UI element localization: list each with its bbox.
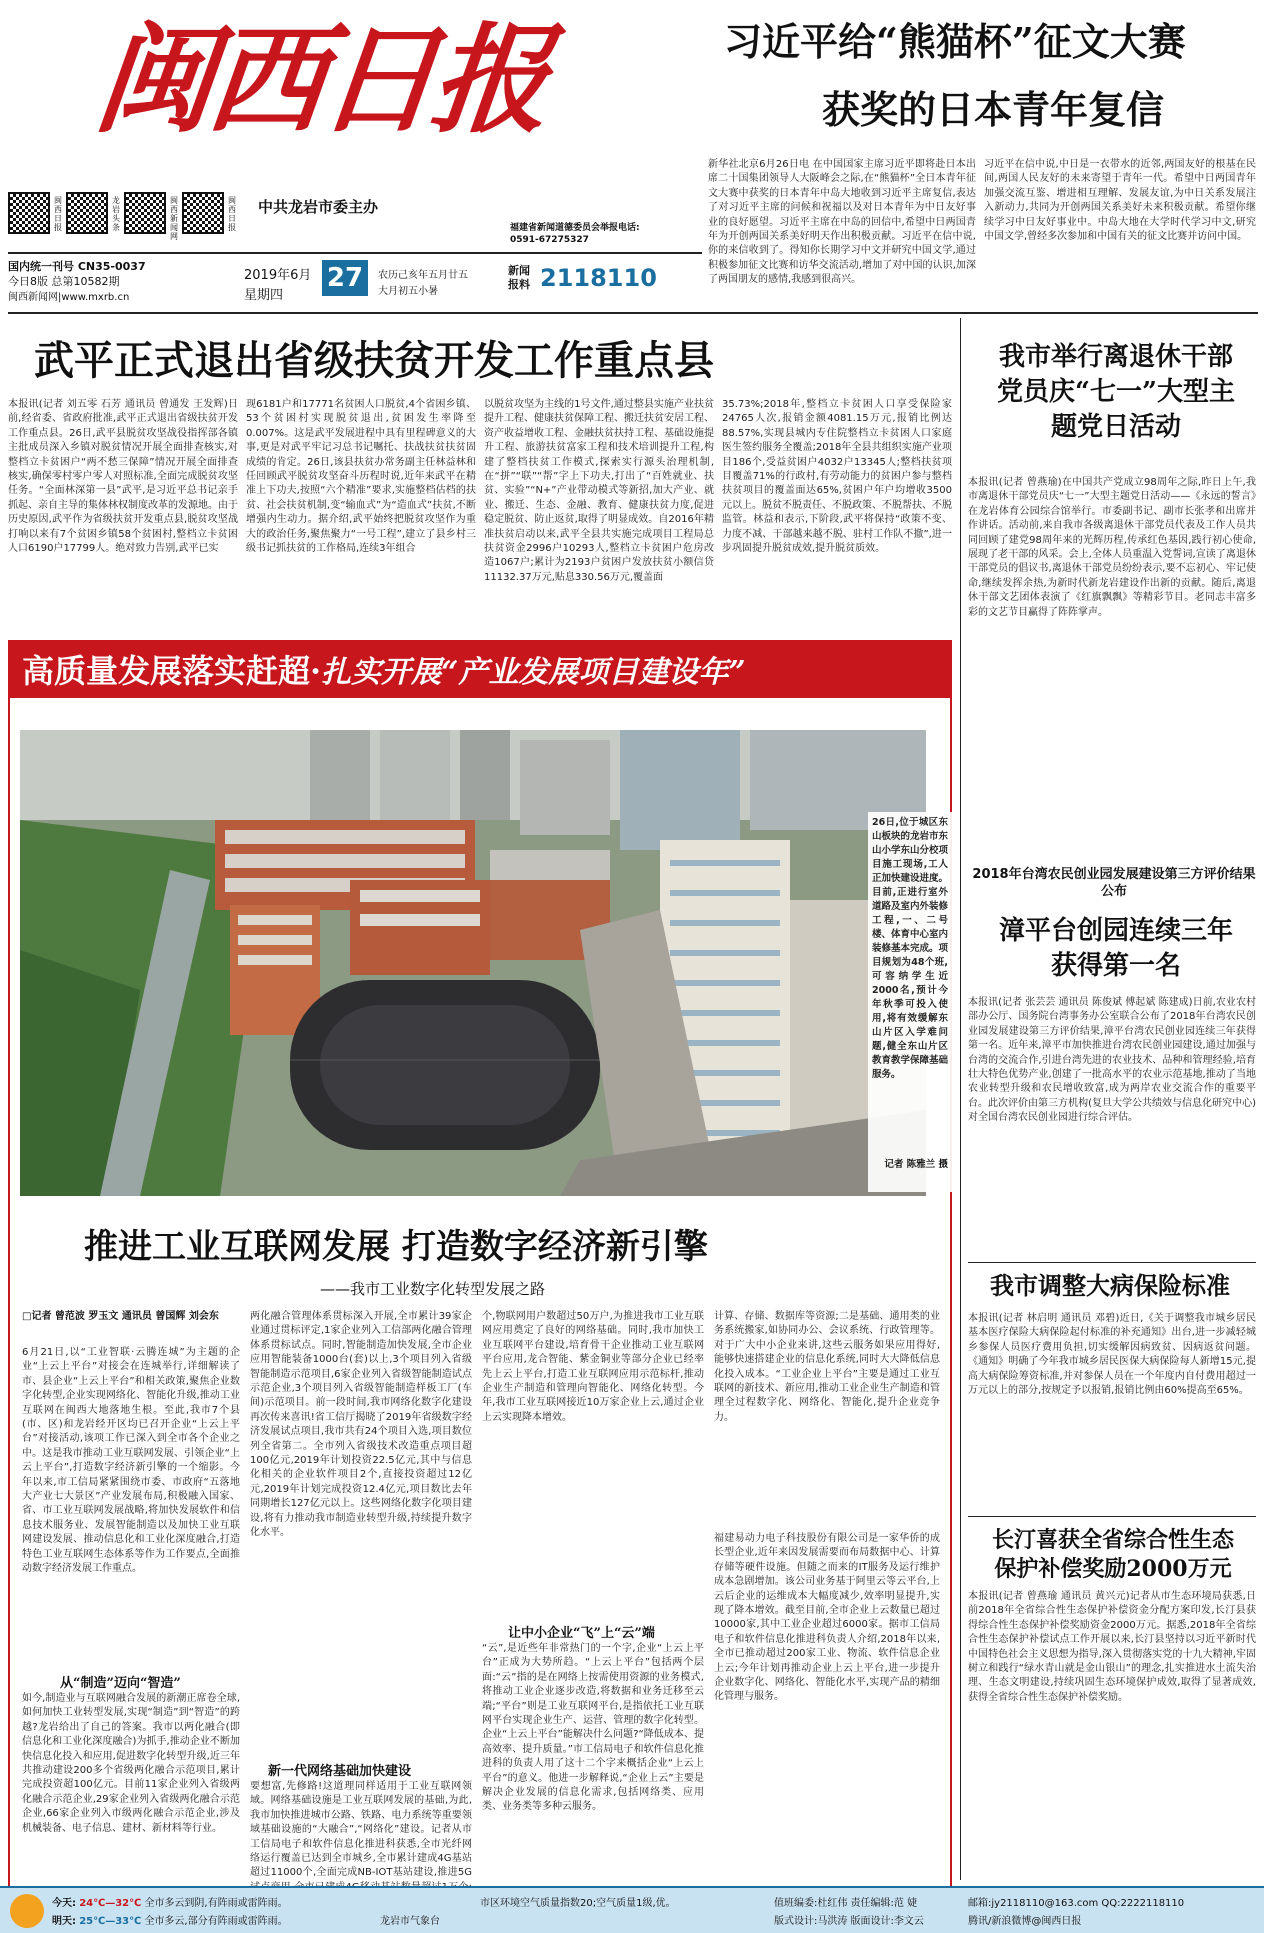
- insurance-body: 本报讯(记者 林启明 通讯员 邓碧)近日,《关于调整我市城乡居民基本医疗保险大病保险起付标准的补充通知》出台,进一步减轻城乡参保人员医疗费用负担,切实缓解因病致贫、因病返贫问题。《通知》明确了今年我市城乡居民医保大病保险每人新增15元,提高大病保险筹资标准,并对参保人员在一个年度内自付费用超过一万元以上的部分,按规定予以报销,报销比例由60%提高至65%。: [968, 1313, 1256, 1397]
- feature-section-1-title: 从“制造”迈向“智造”: [60, 1676, 181, 1691]
- top-story-title-2: 获奖的日本青年复信: [822, 87, 1165, 132]
- qr-code-2: [66, 192, 108, 234]
- taiwan-park-title: 漳平台创园连续三年获得第一名: [998, 916, 1233, 982]
- footer: [0, 1886, 1264, 1933]
- lead-story-title: 武平正式退出省级扶贫开发工作重点县: [34, 337, 714, 384]
- masthead: [0, 0, 700, 260]
- weibo-account[interactable]: 腾讯/新浪微博@闽西日报: [968, 1916, 1082, 1927]
- qr-code-4: [182, 192, 224, 234]
- lead-story-col-1: 本报讯(记者 刘五零 石芳 通讯员 曾通发 王发辉)日前,经省委、省政府批准,武平正式退出省级扶贫开发工作重点县。26日,武平县脱贫攻坚战役指挥部各镇主批成员深入乡镇对脱贫情况开展全面排查核实,对整档立卡贫困户“两不愁三保障”情况开展全面排查核实,确保零村零户零人对照标准,全面完成脱贫攻坚任务。“全面林深第一县”武平,是习近平总书记亲手抓起、亲自主导的集体林权制度改革的发源地。由于历史原因,武平作为省级扶贫开发重点县,脱贫攻坚战打响以来有7个贫困乡镇58个贫困村,整档立卡贫困人口6190户17799人。绝对致力告别,武平已实: [8, 399, 238, 555]
- ethics-hotline-label: 福建省新闻道德委员会举报电话:: [510, 223, 640, 233]
- feature-col-1b: 如今,制造业与互联网融合发展的新潮正席卷全球,如何加快工业转型发展,实现“制造”到“智造”的跨越?龙岩给出了自己的答案。我市以两化融合(即信息化和工业化深度融合)为抓手,推动企业不断加快信息化投入和应用,促进数字化转型升级,近三年共推动建设200多个省级两化融合示范项目,累计完成投资超100亿元。目前11家企业列入省级两化融合示范企业,29家企业列入省级两化融合示范企业,66家企业列入市级两化融合示范企业,涉及机械装备、电子信息、建材、新材料等行业。: [22, 1693, 240, 1834]
- date-bar: [8, 258, 702, 310]
- taiwan-park-body: 本报讯(记者 张芸芸 通讯员 陈俊斌 傅起斌 陈建成)日前,农业农村部办公厅、国务院台湾事务办公室联合公布了2018年台湾农民创业园发展建设第三方评价结果,漳平台湾农民创业园连续三年获得第一名。近年来,漳平市加快推进台湾农民创业园建设,通过加强与台湾的交流合作,引进台湾先进的农业技术、品种和管理经验,培育壮大特色优势产业,创建了一批高水平的农业示范基地,推动了当地农业转型升级和农民增收致富,成为两岸农业交流合作的重要平台。此次评价由第三方机构(复旦大学公共绩效与信息化研究中心)对全国台湾农民创业园进行综合评估。: [968, 997, 1256, 1124]
- right-divider-1: [968, 1262, 1256, 1263]
- retired-cadres-body: 本报讯(记者 曾燕瑜)在中国共产党成立98周年之际,昨日上午,我市离退休干部党员庆“七一”大型主题党日活动——《永远的誓言》在龙岩体育公园综合馆举行。市委副书记、副市长张孝和出席并作讲话。活动前,来自我市各级离退休干部党员代表及工作人员共同回顾了建党98周年来的光辉历程,传承红色基因,践行初心使命,展现了老干部的风采。会上,全体人员重温入党誓词,宣读了离退休干部党员的倡议书,离退休干部党员纷纷表示,要不忘初心、牢记使命,继续发挥余热,为新时代新龙岩建设作出新的贡献。随后,离退休干部文艺团体表演了《红旗飘飘》等精彩节目。老同志丰富多彩的文艺节目赢得了阵阵掌声。: [968, 477, 1256, 618]
- top-story-col-1: 新华社北京6月26日电 在中国国家主席习近平即将赴日本出席二十国集团领导人大阪峰会之际,在“熊猫杯”全日本青年征文大赛中获奖的日本青年中岛大地收到习近平主席复信,表达了对习近平主席的问候和祝福以及对日本青年为中日友好事业的良好愿望。习近平主席在中岛的回信中,希望中日两国青年为开创两国关系美好明天作出积极贡献。习近平在信中说,你的来信收到了。得知你长期学习中文并研究中国文学,通过积极参加征文比赛和访华交流活动,增加了对中国的认识,加深了两国朋友的感情,我感到很高兴。: [708, 159, 976, 286]
- feature-col-4b: 福建易动力电子科技股份有限公司是一家华侨的成长型企业,近年来因发展需要而布局数据中心、计算存储等硬件设施。但随之而来的IT服务及运行维护成本急剧增加。该公司业务基于阿里云等云平台,上云后企业的运维成本大幅度减少,效率明显提升,实现了降本增效。截至目前,全市企业上云数量已超过10000家,其中工业企业超过6000家。据市工信局电子和软件信息化推进科负责人介绍,2018年以来,全市已推动超过200家工业、物流、软件信息企业上云;今年计划再推动企业上云上平台,进一步提升企业数字化、网络化、智能化水平,实现产品的精细化管理与服务。: [714, 1533, 940, 1703]
- lunar-date: 农历己亥年五月廿五: [378, 270, 468, 281]
- tomorrow-temp: 25℃—33℃: [79, 1916, 142, 1927]
- ethics-hotline-phone: 0591-67275327: [510, 235, 589, 245]
- photo-caption-text: 26日,位于城区东山板块的龙岩市东山小学东山分校项目施工现场,工人正加快建设进度。目前,正进行室外道路及室内外装修工程,一、二号楼、体育中心室内装修基本完成。项目规划为48个班,可容纳学生近2000名,预计今年秋季可投入使用,将有效缓解东山片区入学难问题,健全东山片区教育教学保障基础服务。: [872, 817, 948, 1080]
- top-story-title-1: 习近平给“熊猫杯”征文大赛: [724, 19, 1186, 64]
- lead-story-col-2: 现6181户和17771名贫困人口脱贫,4个省困乡镇、53个贫困村实现脱贫退出,贫困发生率降至0.007%。这是武平发展进程中具有里程碑意义的大事,更是对武平牢记习总书记嘱托、扶战扶贫扶贫固成绩的肯定。26日,该县扶贫办常务副主任林益林和任回顾武平脱贫攻坚奋斗历程时说,近年来武平在精准上下功夫,按照“六个精准”要求,实施整档估档的扶贫、社会扶贫机制,变“输血式”为“造血式”扶贫,不断增强内生动力。据介绍,武平始终把脱贫攻坚作为重大的政治任务,聚焦聚力“一号工程”,建立了县乡村三级书记抓扶贫的工作格局,连续3年组合: [246, 399, 476, 555]
- feature-col-4: 计算、存储、数据库等资源;二是基础、通用类的业务系统搬家,如协同办公、会议系统、行政管理等。对于广大中小企业来讲,这些云服务如果应用得好,能够快速搭建企业的信息化系统,同时大大降低信息化投入成本。“工业企业上平台”主要是通过工业互联网的新技术、新应用,推动工业企业生产制造和管理全过程数字化、网络化、智能化,提升企业竞争力。: [714, 1311, 940, 1423]
- masthead-logo: 闽西日报: [88, 10, 552, 149]
- duty-editors: 值班编委:杜红伟 责任编辑:范 婕: [774, 1898, 918, 1909]
- project-year-banner: [8, 640, 952, 698]
- feature-section-2-title: 新一代网络基础加快建设: [268, 1764, 412, 1779]
- date-month: 2019年6月: [244, 268, 312, 283]
- contact-email[interactable]: 邮箱:jy2118110@163.com QQ:2222118110: [968, 1898, 1185, 1909]
- hotline-label: 新闻报料: [508, 264, 530, 291]
- issn: 国内统一刊号 CN35-0037: [8, 260, 146, 273]
- feature-col-1: 6月21日,以“工业智联·云腾连城”为主题的企业“上云上平台”对接会在连城举行,详细解读了市、县企业“上云上平台”和相关政策,聚焦企业数字化转型,企业实现网络化、智能化升级,推动工业互联网在闽西大地落地生根。至此,我市7个县(市、区)和龙岩经开区均已召开企业“上云上平台”对接活动,该项工作已深入到全市各个企业之中。这是我市推动工业互联网发展、引领企业“上云上平台”,打造数字经济新引擎的一个缩影。今年以来,市工信局紧紧围绕市委、市政府“五落地大产业七大景区”产业发展布局,积极融入国家、省、市工业互联网发展战略,将加快发展软件和信息技术服务业、发展智能制造以及加快工业互联网建设发展、推动信息化和工业化深度融合,打造特色工业互联网生态体系等作为工作要点,全面推动数字经济发展工作重点。: [22, 1347, 240, 1575]
- weather-icon: [10, 1894, 44, 1928]
- weather-today: [52, 1894, 288, 1909]
- feature-subtitle: ——我市工业数字化转型发展之路: [320, 1280, 546, 1298]
- masthead-divider: [8, 252, 702, 254]
- feature-col-3: 个,物联网用户数超过50万户,为推进我市工业互联网应用奠定了良好的网络基础。同时,我市加快工业互联网平台建设,培育骨干企业推动工业互联网平台应用,龙合智能、紫金铜业等部分企业已经率先上云上平台,打造工业互联网应用示范标杆,推动企业生产制造和管理向智能化、网络化转型。今年,我市工业互联网接近10万家企业上云,通过企业上云实现降本增效。: [482, 1311, 704, 1423]
- feature-col-3b: “云”,是近些年非常热门的一个字,企业“上云上平台”正成为大势所趋。“上云上平台”包括两个层面:“云”指的是在网络上按需使用资源的业务模式,将推动工业企业逐步改造,将数据和业务迁移至云端;“平台”则是工业互联网平台,是指依托工业互联网平台实现企业生产、运营、管理的数字化转型。企业“上云上平台”能解决什么问题?“降低成本、提高效率、提升质量。”市工信局电子和软件信息化推进科的负责人用了这十二个字来概括企业“上云上平台”的意义。他进一步解释说,“企业上云”主要是解决企业发展的信息化需求,包括网络类、应用类、业务类等多种云服务。: [482, 1643, 704, 1813]
- today-temp: 24℃—32℃: [79, 1898, 142, 1909]
- qr-label-3: 闽西新闻网: [170, 196, 178, 241]
- school-construction-photo: [20, 730, 926, 1196]
- masthead-sponsor: 中共龙岩市委主办: [258, 198, 379, 216]
- right-divider-2: [968, 1516, 1256, 1517]
- top-story-col-2: 习近平在信中说,中日是一衣带水的近邻,两国友好的根基在民间,两国人民友好的未来寄望于青年一代。希望中日两国青年加强交流互鉴、增进相互理解、发展友谊,为中日关系发展注入新动力,共同为开创两国关系美好未来积极贡献。希望你继续学习中日友好事业中。中岛大地在大学时代学习中文,研究中国文学,曾经多次参加和中国有关的征文比赛并访问中国。: [984, 159, 1256, 243]
- lead-story-col-4: 35.73%;2018年,整档立卡贫困人口享受保险家24765人次,报销金额4081.15万元,报销比例达88.57%,实现县城内专住院整档立卡贫困人口家庭医生签约服务全覆盖;2018年全县共组织实施产业项目186个,受益贫困户4032户13345人;整档扶贫项目覆盖71%的行政村,有劳动能力的贫困户参与整档扶贫项目的覆盖面达65%,贫困户年户均增收3500元以上。脱贫不脱责任、不脱政策、不脱帮扶、不脱监管。林益和表示,下阶段,武平将保持“政策不变、力度不减、干部越来越不脱、驻村工作队不撤”,进一步巩固提升脱贫成效,提升脱贫质效。: [722, 399, 952, 555]
- tomorrow-label: 明天:: [52, 1916, 76, 1927]
- photo-illustration: [20, 730, 926, 1196]
- feature-col-2b: 要想富,先修路!这道理同样适用于工业互联网领域。网络基础设施是工业互联网发展的基础,为此,我市加快推进城市公路、铁路、电力系统等重要领域基础设施的“大融合”,“网络化”建设。记者从市工信局电子和软件信息化推进科获悉,全市光纤网络运行覆盖已达到全市城乡,全市累计建成4G基站超过11000个,全面完成NB-IOT基站建设,推进5G: [250, 1781, 472, 1879]
- qr-code-3: [124, 192, 166, 234]
- qr-code-1: [8, 192, 50, 234]
- air-quality: 市区环境空气质量指数20;空气质量1级,优。: [480, 1898, 676, 1909]
- lead-story-col-3: 以脱贫攻坚为主线的1号文件,通过整县实施产业扶贫提升工程、健康扶贫保障工程、搬迁扶贫安居工程、资产收益增收工程、金融扶贫扶持工程、基础设施提升工程、旅游扶贫富家工程和技术培训提升工程,构建了整档扶贫工作模式,探索实行源头治理机制,在“拼”“联”“帮”字上下功夫,打出了“百姓就业、扶贫、实验”“N+”产业带动模式等新招,加大产业、就业、搬迁、生态、金融、教育、健康扶贫力度,促进稳定脱贫、防止返贫,取得了明显成效。自2016年精准扶贫启动以来,武平全县共实施完成项目工程局总扶贫资金2996户10293人,整档立卡贫困户危房改造1067户;累计为2193户贫困户发放扶贫小额信贷11132.37万元,贴息330.56万元,覆盖面: [484, 399, 714, 583]
- day-badge: 27: [322, 260, 368, 296]
- weather-source: 龙岩市气象台: [380, 1916, 440, 1927]
- changting-title: 长汀喜获全省综合性生态保护补偿奖励2000万元: [991, 1527, 1234, 1582]
- right-column-divider: [960, 318, 961, 1880]
- changting-body: 本报讯(记者 曾燕瑜 通讯员 黄兴元)记者从市生态环境局获悉,日前2018年全省综合性生态保护补偿资金分配方案印发,长汀县获得综合性生态保护补偿奖励资金2000万元。据悉,2018年全省综合性生态保护补偿试点工作开展以来,长汀县坚持以习近平新时代中国特色社会主义思想为指导,深入贯彻落实党的十九大精神,牢固树立和践行“绿水青山就是金山银山”的理念,扎实推进水土流失治理、生态文明建设,持续巩固生态环境保护成效,取得了显著成效,获得全省综合性生态保护补偿奖励。: [968, 1591, 1256, 1703]
- feature-title: 推进工业互联网发展 打造数字经济新引擎: [84, 1227, 708, 1267]
- ethics-hotline: [510, 222, 640, 246]
- weather-tomorrow: [52, 1912, 288, 1927]
- feature-section-3-title: 让中小企业“飞”上“云”端: [508, 1626, 655, 1641]
- banner-part-1: 高质量发展落实赶超·: [22, 652, 322, 690]
- date-bar-divider: [8, 312, 1258, 314]
- layout-editors: 版式设计:马洪涛 版面设计:李文云: [774, 1916, 924, 1927]
- feature-col-2: 两化融合管理体系贯标深入开展,全市累计39家企业通过贯标评定,1家企业列入工信部两化融合管理体系贯标试点。同时,智能制造加快发展,全市企业应用智能装备1000台(套)以上,3个项目列入省级智能制造示范项目,6家企业列入省级智能制造试点示范企业,3个项目列入省级智能制造样板工厂(车间)示范项目。前一段时间,我市网络化数字化建设再次传来喜讯!省工信厅揭晓了2019年省级数字经济发展试点项目,我市共有24个项目入选,项目数位列全省第二。全市列入省级技术改造重点项目超100亿元,2019年计划投资22.5亿元,其中与信息化相关的企业软件项目2个,直接投资超过12亿元,2019年计划完成投资12.4亿元,项目数比去年同期增长127亿元以上。这些网络化数字化项目建设,将有力推动我市制造业转型升级,持续提升数字化水平。: [250, 1311, 472, 1539]
- photo-credit: 记者 陈雅兰 摄: [884, 1159, 948, 1170]
- hotline-number: 2118110: [540, 264, 657, 292]
- taiwan-park-kicker: 2018年台湾农民创业园发展建设第三方评价结果公布: [972, 867, 1256, 899]
- weekday: 星期四: [244, 288, 284, 303]
- site-link[interactable]: 闽西新闻网|www.mxrb.cn: [8, 292, 130, 303]
- feature-byline: □记者 曾范波 罗玉文 通讯员 曾国辉 刘会东: [22, 1311, 219, 1322]
- issue-count: 今日8版 总第10582期: [8, 275, 120, 288]
- qr-label-1: 闽西日报: [54, 196, 62, 232]
- qr-label-4: 闽西日报: [228, 196, 236, 232]
- today-label: 今天:: [52, 1898, 76, 1909]
- tomorrow-forecast: 全市多云,部分有阵雨或雷阵雨。: [144, 1916, 288, 1927]
- solar-term: 大月初五小暑: [378, 286, 438, 297]
- photo-caption: [868, 812, 952, 1192]
- qr-label-2: 龙岩头条: [112, 196, 120, 232]
- banner-part-2: 扎实开展“产业发展项目建设年”: [321, 655, 746, 690]
- retired-cadres-title: 我市举行离退休干部党员庆“七一”大型主题党日活动: [997, 342, 1235, 443]
- today-forecast: 全市多云到阴,有阵雨或雷阵雨。: [144, 1898, 288, 1909]
- insurance-title: 我市调整大病保险标准: [990, 1271, 1230, 1300]
